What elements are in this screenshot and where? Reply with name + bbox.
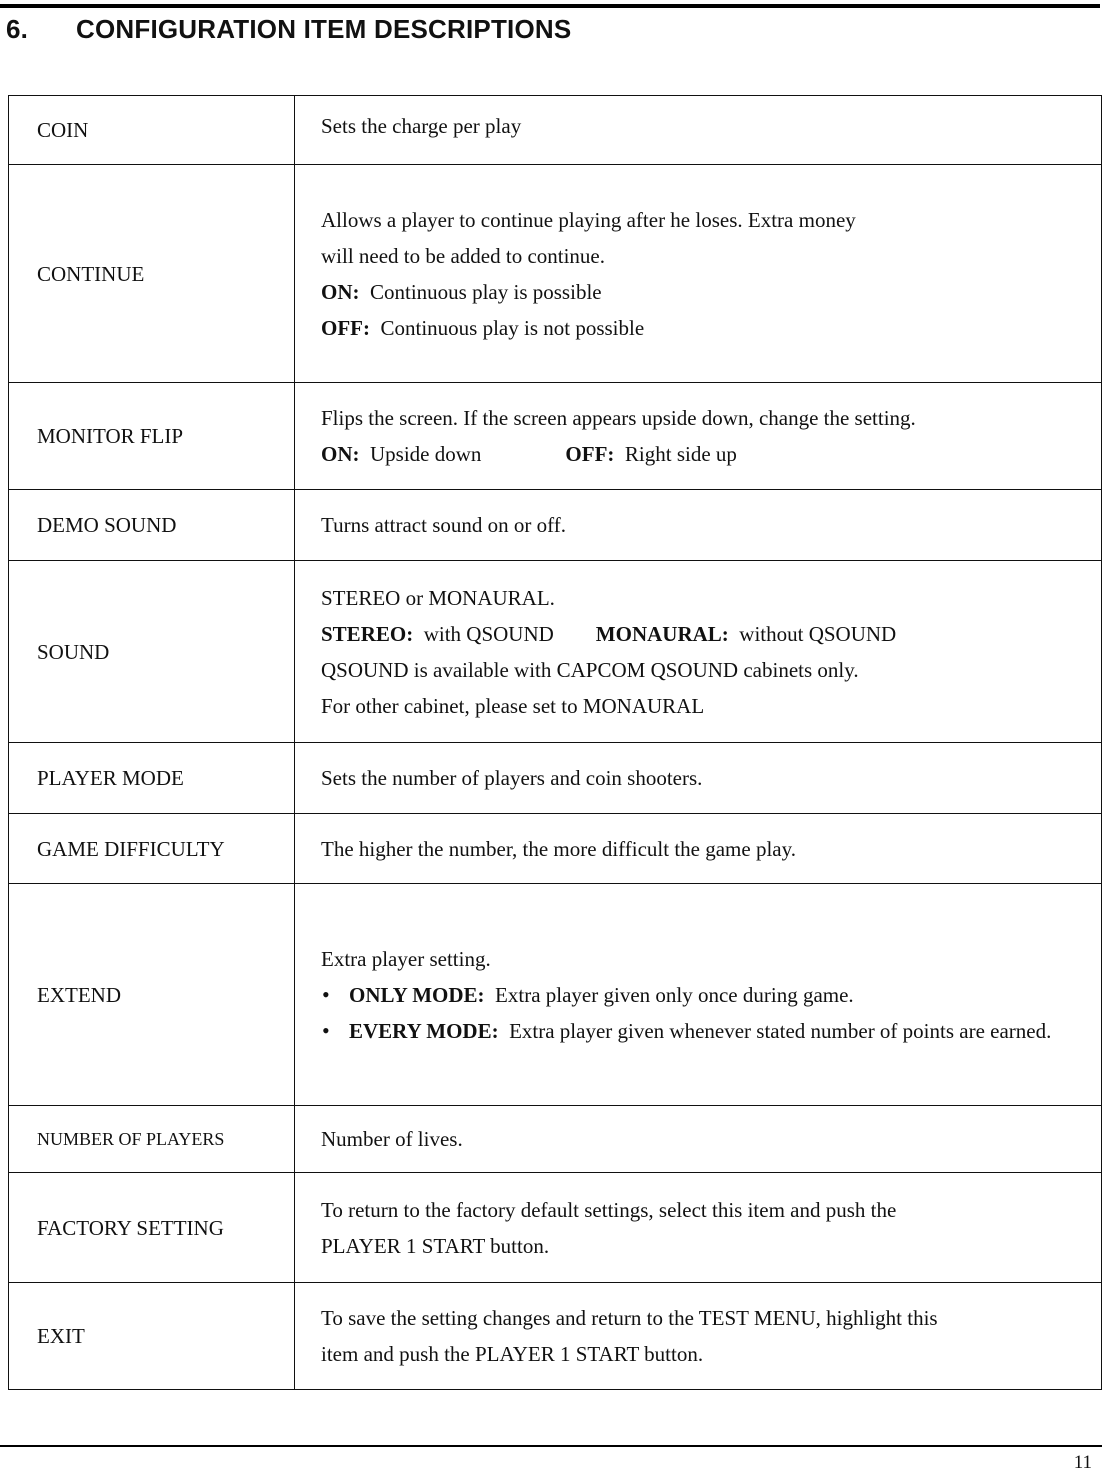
on-label: ON: bbox=[321, 279, 360, 304]
desc-coin: Sets the charge per play bbox=[295, 96, 1102, 165]
desc-continue bbox=[295, 165, 1102, 383]
item-player-mode: PLAYER MODE bbox=[9, 743, 295, 814]
stereo-text: with QSOUND bbox=[423, 621, 554, 646]
factory-line2: PLAYER 1 START button. bbox=[321, 1233, 550, 1258]
section-title: CONFIGURATION ITEM DESCRIPTIONS bbox=[76, 14, 572, 44]
item-number-of-players: NUMBER OF PLAYERS bbox=[9, 1106, 295, 1173]
continue-line2: will need to be added to continue. bbox=[321, 243, 606, 268]
desc-number-of-players: Number of lives. bbox=[295, 1106, 1102, 1173]
sound-options bbox=[321, 616, 1091, 652]
section-heading bbox=[6, 14, 571, 45]
item-exit: EXIT bbox=[9, 1283, 295, 1390]
sound-line4: For other cabinet, please set to MONAURAL bbox=[321, 693, 705, 718]
desc-exit bbox=[295, 1283, 1102, 1390]
monitor-options bbox=[321, 436, 1091, 472]
item-factory-setting: FACTORY SETTING bbox=[9, 1173, 295, 1283]
every-text: Extra player given whenever stated number of points are earned. bbox=[509, 1018, 1052, 1043]
monitor-line1: Flips the screen. If the screen appears upside down, change the setting. bbox=[321, 406, 916, 430]
row-continue bbox=[9, 165, 1102, 383]
desc-sound bbox=[295, 561, 1102, 743]
row-factory-setting bbox=[9, 1173, 1102, 1283]
extend-list bbox=[321, 977, 1091, 1049]
row-sound bbox=[9, 561, 1102, 743]
off-label: OFF: bbox=[565, 442, 615, 466]
item-demo-sound: DEMO SOUND bbox=[9, 490, 295, 561]
only-text: Extra player given only once during game. bbox=[495, 982, 854, 1007]
off-text: Right side up bbox=[624, 442, 737, 466]
on-text: Upside down bbox=[370, 442, 482, 466]
row-game-difficulty bbox=[9, 814, 1102, 884]
desc-player-mode: Sets the number of players and coin shooters. bbox=[295, 743, 1102, 814]
every-label: EVERY MODE: bbox=[349, 1018, 499, 1043]
continue-off bbox=[321, 310, 1091, 346]
desc-extend bbox=[295, 884, 1102, 1106]
sound-line1: STEREO or MONAURAL. bbox=[321, 585, 555, 610]
off-label: OFF: bbox=[321, 315, 370, 340]
top-rule bbox=[0, 4, 1100, 8]
stereo-label: STEREO: bbox=[321, 621, 414, 646]
row-demo-sound bbox=[9, 490, 1102, 561]
item-continue: CONTINUE bbox=[9, 165, 295, 383]
section-number: 6. bbox=[6, 14, 29, 44]
exit-line2: item and push the PLAYER 1 START button. bbox=[321, 1342, 704, 1366]
item-coin: COIN bbox=[9, 96, 295, 165]
item-sound: SOUND bbox=[9, 561, 295, 743]
on-text: Continuous play is possible bbox=[370, 279, 602, 304]
only-label: ONLY MODE: bbox=[349, 982, 485, 1007]
row-coin bbox=[9, 96, 1102, 165]
extend-only bbox=[349, 977, 1091, 1013]
extend-line1: Extra player setting. bbox=[321, 946, 491, 971]
continue-on bbox=[321, 274, 1091, 310]
monaural-label: MONAURAL: bbox=[595, 621, 729, 646]
bottom-rule bbox=[0, 1445, 1102, 1447]
desc-game-difficulty: The higher the number, the more difficult the game play. bbox=[295, 814, 1102, 884]
continue-line1: Allows a player to continue playing after he loses. Extra money bbox=[321, 207, 856, 232]
item-extend: EXTEND bbox=[9, 884, 295, 1106]
row-exit bbox=[9, 1283, 1102, 1390]
exit-line1: To save the setting changes and return to the TEST MENU, highlight this bbox=[321, 1306, 938, 1330]
on-label: ON: bbox=[321, 442, 360, 466]
monaural-text: without QSOUND bbox=[739, 621, 897, 646]
row-monitor-flip bbox=[9, 383, 1102, 490]
desc-demo-sound: Turns attract sound on or off. bbox=[295, 490, 1102, 561]
off-text: Continuous play is not possible bbox=[380, 315, 645, 340]
row-number-of-players bbox=[9, 1106, 1102, 1173]
page-number: 11 bbox=[1073, 1452, 1092, 1473]
item-game-difficulty: GAME DIFFICULTY bbox=[9, 814, 295, 884]
row-extend bbox=[9, 884, 1102, 1106]
desc-monitor-flip bbox=[295, 383, 1102, 490]
factory-line1: To return to the factory default settings, select this item and push the bbox=[321, 1197, 897, 1222]
desc-factory-setting bbox=[295, 1173, 1102, 1283]
extend-every bbox=[349, 1013, 1091, 1049]
config-table bbox=[8, 95, 1102, 1390]
item-monitor-flip: MONITOR FLIP bbox=[9, 383, 295, 490]
row-player-mode bbox=[9, 743, 1102, 814]
sound-line3: QSOUND is available with CAPCOM QSOUND cabinets only. bbox=[321, 657, 859, 682]
